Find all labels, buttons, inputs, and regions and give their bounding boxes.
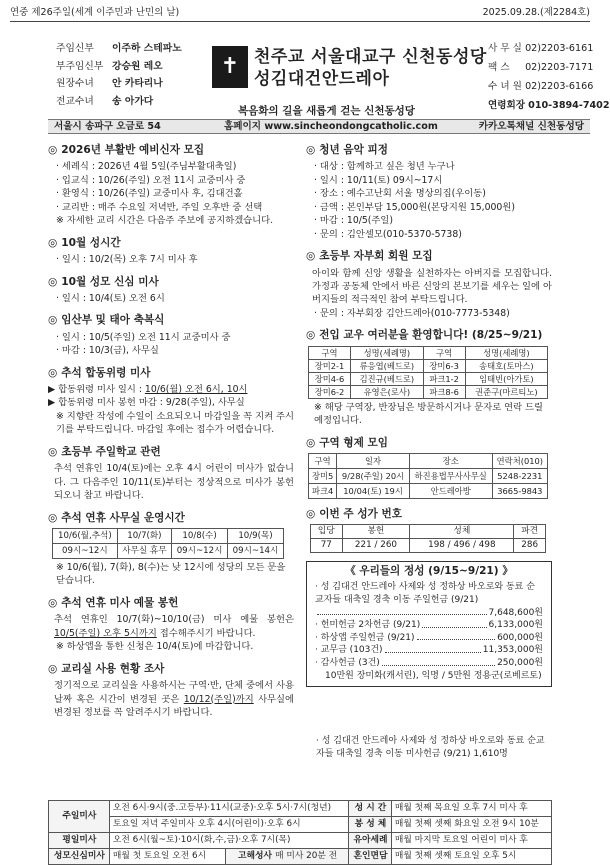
bullet-icon: ◎ <box>48 445 58 458</box>
clergy-row: 원장수녀 안 카타리나 <box>56 78 163 89</box>
offerings-title: 《 우리들의 정성 (9/15~9/21) 》 <box>345 564 513 577</box>
offering-row: · 감사헌금 (3건) 250,000원 <box>315 657 543 668</box>
contact-row: 연령회장 010-3894-7402 <box>488 100 610 111</box>
bullet-icon: ◎ <box>48 366 58 379</box>
table-row: 주일미사 오전 6시·9시(중.고등부)·11시(교중)·오후 5시·7시(청년) 성 시 간 매월 첫째 목요일 오후 7시 미사 후 <box>49 801 552 817</box>
section-catechumen: ◎ 2026년 부활반 예비신자 모집 · 세례식 : 2026년 4월 5일(주님부활대축일) · 입교식 : 10/26(주일) 오전 11시 교중미사 중 · 환영식 : 10/26(주일) 교중미사 후, 김대건홀 · 교리반 : 매주 수요일 저녁반, 주일 오후반 중 선택 ※ 자세한 교리 시간은 다음주 주보에 공지하겠습니다. <box>48 144 274 227</box>
bullet-icon: ◎ <box>48 596 58 609</box>
homepage-link[interactable]: 홈페이지 www.sincheondongcatholic.com <box>224 120 438 132</box>
table-row: 장미2-1 류응엽(베드로) 장미6-3 송태호(토마스) <box>309 359 548 372</box>
address: 서울시 송파구 오금로 54 <box>54 120 161 132</box>
bullet-icon: ◎ <box>306 329 316 342</box>
parish-slogan: 복음화의 길을 새롭게 걷는 신천동성당 <box>238 105 415 117</box>
table-row: 파크4 10/04(토) 19시 안드레아방 3665-9843 <box>309 484 548 499</box>
section-office-hours: ◎ 추석 연휴 사무실 운영시간 10/6(월,추석) 10/7(화) 10/8(수) 10/9(목) 09시~12시 사무실 휴무 09시~12시 09시~14시 ※ 10/6(월), 7(화), 8(수)는 낮 12시에 성당의 모든 문을 닫습니다. <box>48 511 286 587</box>
table-row: 평일미사 오전 6시(월~토)·10시(화,수,금)·오후 7시(목) 유아세례 매월 마지막 토요일 어린이 미사 후 <box>49 833 552 849</box>
bullet-icon: ◎ <box>48 236 58 249</box>
section-holy-hour: ◎ 10월 성시간 · 일시 : 10/2(목) 오후 7시 미사 후 <box>48 236 198 266</box>
section-mary-mass: ◎ 10월 성모 신심 미사 · 일시 : 10/4(토) 오전 6시 <box>48 275 165 304</box>
clergy-list <box>56 42 196 112</box>
section-brothers-gathering: ◎ 구역 형제 모임 구역 일자 장소 연락처(010) 장미5 9/28(주일) 20시 하진용법무사사무실 5248-2231 파크4 10/04(토) 19시 안드레아방 3665-9843 <box>306 436 552 499</box>
issue-header <box>10 6 590 20</box>
table-row: 성모신심미사 매월 첫 토요일 오전 6시 고해성사 매 미사 20분 전 혼인면담 매월 첫째 셋째 토요일 오후 5시 <box>49 849 552 865</box>
table-row: 구역 일자 장소 연락처(010) <box>309 454 548 469</box>
right-column <box>306 143 552 687</box>
issue-occasion: 연중 제26주일(세계 이주민과 난민의 날) <box>10 7 180 18</box>
section-youth-retreat: ◎ 청년 음악 피정 · 대상 : 함께하고 싶은 청년 누구나 · 일시 : 10/11(토) 09시~17시 · 장소 : 예수고난회 서울 명상의집(우이동) · 금액 : 본인부담 15,000원(본당지원 15,000원) · 마감 : 10/5(주일) · 문의 : 김안셀모(010-5370-5738) <box>306 144 515 240</box>
section-sunday-school: ◎ 초등부 주일학교 관련 추석 연휴인 10/4(토)에는 오후 4시 어린이 미사가 없습니다. 그 다음주인 10/11(토)부터는 정상적으로 미사가 봉헌되오니 참고 바랍니다. <box>48 445 294 502</box>
info-bar <box>48 119 590 134</box>
section-room-survey: ◎ 교리실 사용 현황 조사 정기적으로 교리실을 사용하시는 구역·반, 단체 중에서 사용 날짜 혹은 시간이 변경된 곳은 10/12(주일)까지 사무실에 변경된 정보를 꼭 알려주시기 바랍니다. <box>48 662 294 719</box>
bullet-icon: ◎ <box>306 508 316 521</box>
section-fathers-club: ◎ 초등부 자부회 회원 모집 아이와 함께 신앙 생활을 실천하자는 아버지를 모집합니다. 가정과 공동체 안에서 바른 신앙의 본보기를 세우는 일에 아버지들의 적극적인 참여 부탁드립니다. · 문의 : 자부회장 김안드레아(010-7773-5348) <box>306 250 552 319</box>
contact-row: 사 무 실 02)2203-6161 <box>488 43 594 54</box>
bullet-icon: ◎ <box>48 144 58 156</box>
offering-row: · 헌미헌금 2차헌금 (9/21) 6,133,000원 <box>315 620 543 631</box>
table-row: 입당 봉헌 성체 파견 <box>311 525 546 539</box>
offerings-box: 《 우리들의 정성 (9/15~9/21) 》 · 성 김대건 안드레아 사제와 성 정하상 바오로와 동료 순교자들 대축일 경축 이동 주일헌금 (9/21) 7,648,600원 · 헌미헌금 2차헌금 (9/21) 6,133,000원 · 하상앱 주일헌금 (9/21) 600,000원 · 교무금 (103건) 11,353,000원 · 감사헌금 (3건) 250,000원 10만원 장미화(캐서린), 익명 / 5만원 정용군(로베르토) <box>306 561 552 687</box>
table-row: 구역 성명(세례명) 구역 성명(세례명) <box>309 346 548 359</box>
bullet-icon: ◎ <box>48 275 58 288</box>
bullet-icon: ◎ <box>306 144 316 156</box>
offering-row: · 교무금 (103건) 11,353,000원 <box>315 645 543 656</box>
bullet-icon: ◎ <box>306 250 316 263</box>
contact-row: 수 녀 원 02)2203-6166 <box>488 81 594 92</box>
offering-row: · 하상앱 주일헌금 (9/21) 600,000원 <box>315 632 543 643</box>
schedule-table <box>48 800 552 865</box>
mass-offering-note: · 성 김대건 안드레아 사제와 성 정하상 바오로와 동료 순교자들 대축일 경축 이동 미사헌금 (9/21) 1,610명 <box>316 736 545 759</box>
hymn-table <box>310 524 546 553</box>
header-divider <box>10 21 590 22</box>
bullet-icon: ◎ <box>306 436 316 449</box>
section-memorial-mass: ◎ 추석 합동위령 미사 ▶ 합동위령 미사 일시 : 10/6(월) 오전 6시, 10시 ▶ 합동위령 미사 봉헌 마감 : 9/28(주일), 사무실 ※ 지향란 작성에 수일이 소요되오니 마감일을 꼭 지켜 주시기를 부탁드립니다. 마감일 후에는 접수가 어렵습니다. <box>48 366 294 436</box>
section-hymns: ◎ 이번 주 성가 번호 입당 봉헌 성체 파견 77 221 / 260 198 / 496 / 498 286 <box>306 507 552 553</box>
table-row: 장미6-2 유영은(로사) 파크8-6 권준구(마르티노) <box>309 385 548 398</box>
clergy-row: 주임신부 이주하 스테파노 <box>56 43 182 54</box>
left-column <box>48 143 294 727</box>
bullet-icon: ◎ <box>48 662 58 675</box>
parish-title: 천주교 서울대교구 신천동성당 성김대건안드레아 <box>254 47 487 89</box>
clergy-row: 전교수녀 송 아가다 <box>56 95 154 107</box>
table-row: 09시~12시 사무실 휴무 09시~12시 09시~14시 <box>53 544 284 559</box>
parish-logo-icon: ✝ <box>212 46 248 88</box>
section-welcome: ◎ 전입 교우 여러분을 환영합니다! (8/25~9/21) 구역 성명(세례명) 구역 성명(세례명) 장미2-1 류응엽(베드로) 장미6-3 송태호(토마스) 장미4-6 김진규(베드로) 파크1-2 임태빈(아가토) 장미6-2 유영은(로사) 파크8-6 권준구(마르티노) ※ 해당 구역장, 반장님은 방문하시거나 문자로 연락 드릴 예정입니다. <box>306 328 552 427</box>
bullet-icon: ◎ <box>48 314 58 327</box>
table-row: 장미5 9/28(주일) 20시 하진용법무사사무실 5248-2231 <box>309 469 548 484</box>
table-row: 77 221 / 260 198 / 496 / 498 286 <box>311 539 546 553</box>
contact-list <box>488 42 610 118</box>
contact-row: 팩 스 02)2203-7171 <box>488 62 594 73</box>
welcome-table <box>308 346 548 399</box>
table-row: 10/6(월,추석) 10/7(화) 10/8(수) 10/9(목) <box>53 529 284 544</box>
kakao-channel: 카카오톡채널 신천동성당 <box>478 120 584 132</box>
office-hours-table <box>52 528 284 559</box>
section-mass-offering: ◎ 추석 연휴 미사 예물 봉헌 추석 연휴인 10/7(화)~10/10(금) 미사 예물 봉헌은 10/5(주일) 오후 5시까지 접수해주시기 바랍니다. ※ 하상앱을 통한 신청은 10/4(토)에 마감합니다. <box>48 596 294 653</box>
table-row: 장미4-6 김진규(베드로) 파크1-2 임태빈(아가토) <box>309 372 548 385</box>
table-row: 토요일 저녁 주일미사 오후 4시(어린이)·오후 6시 봉 성 체 매월 첫째 셋째 화요일 오전 9시 10분 <box>49 817 552 833</box>
bullet-icon: ◎ <box>48 511 58 524</box>
gathering-table <box>308 453 548 499</box>
issue-date: 2025.09.28.(제2284호) <box>482 7 590 18</box>
clergy-row: 부주임신부 강승원 레오 <box>56 60 163 72</box>
masthead <box>10 42 610 118</box>
section-pregnancy-blessing: ◎ 임산부 및 태아 축복식 · 일시 : 10/5(주일) 오전 11시 교중미사 중 · 마감 : 10/3(금), 사무실 <box>48 314 231 357</box>
